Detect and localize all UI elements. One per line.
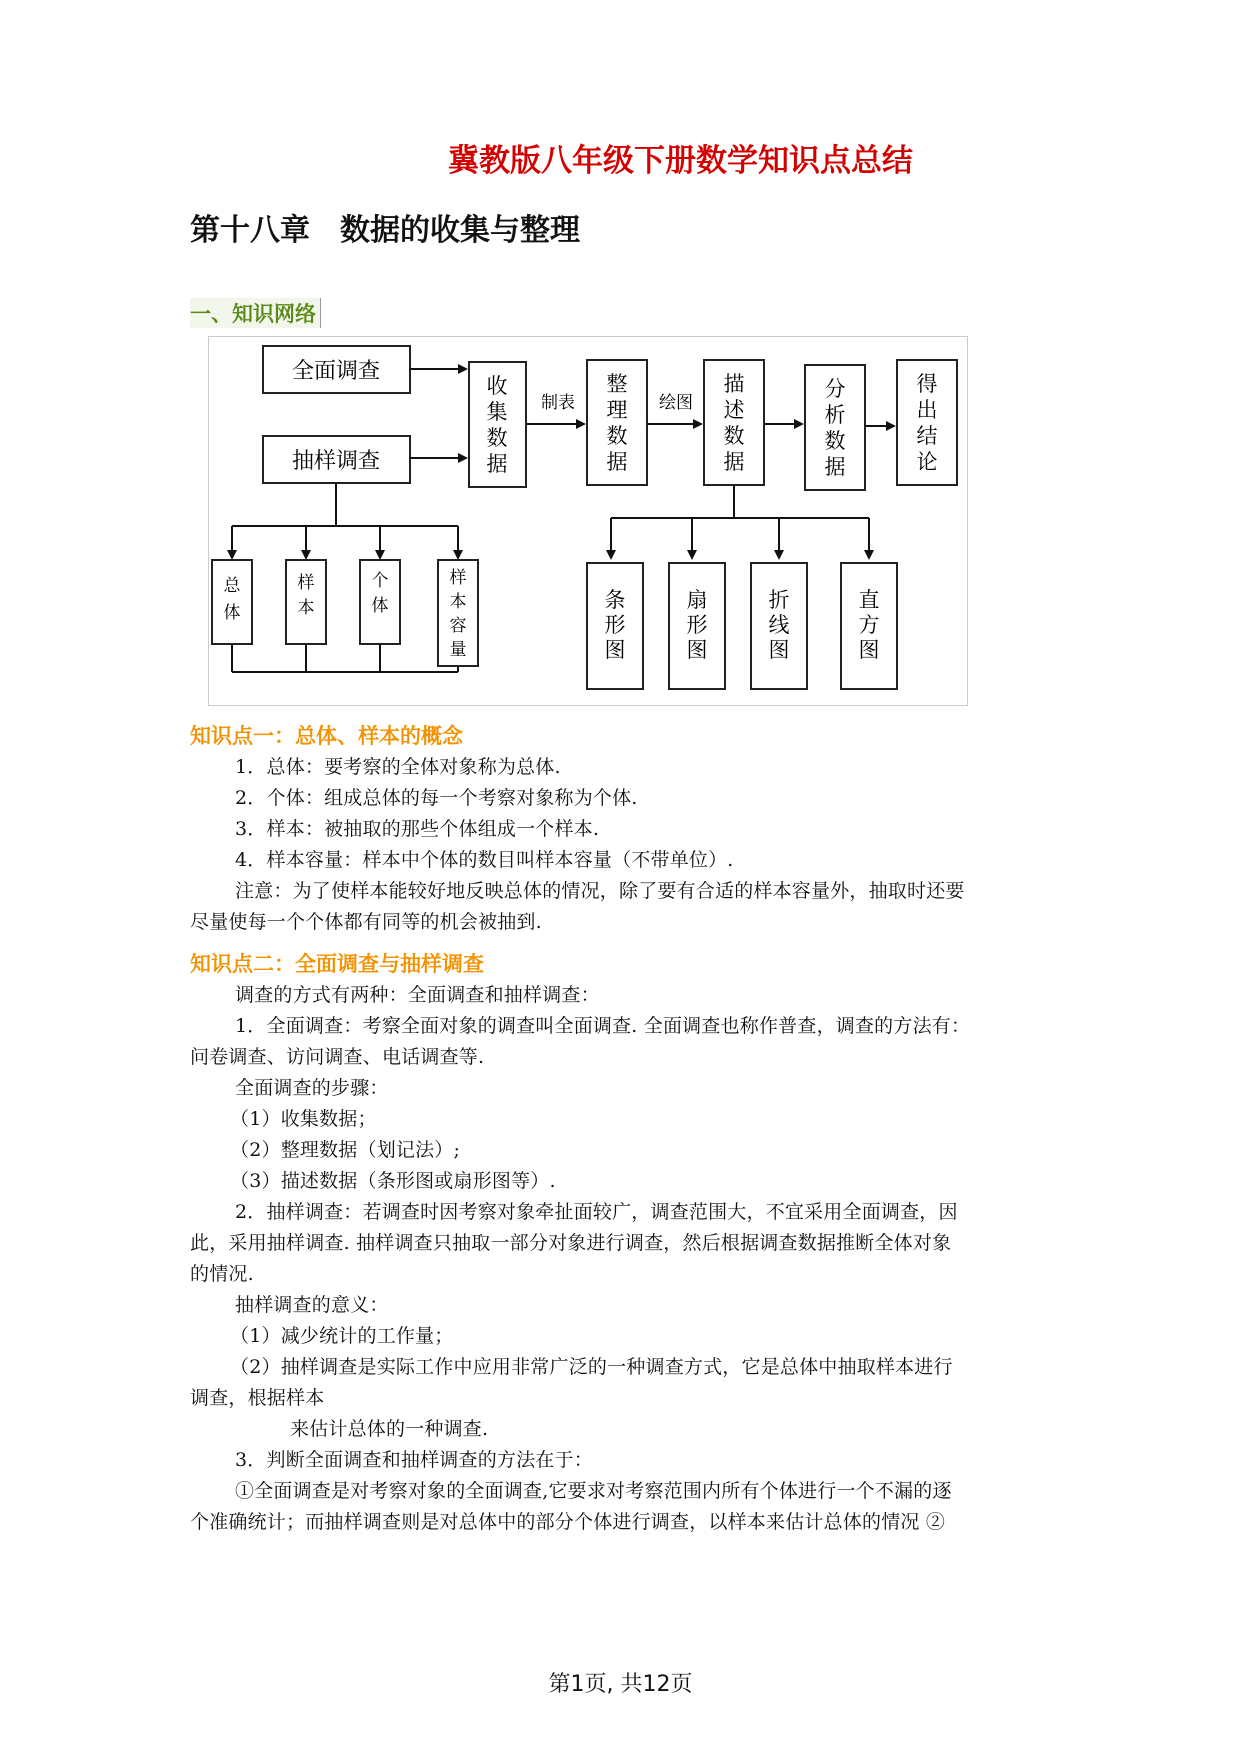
kp1-item: 3．样本：被抽取的那些个体组成一个样本. — [235, 818, 600, 840]
analyze-char: 分 — [824, 377, 846, 401]
analyze-char: 数 — [824, 429, 846, 453]
kp2-body — [190, 980, 1070, 1538]
conclude-char: 得 — [916, 372, 938, 396]
kp1-body — [190, 752, 1070, 938]
section-title: 一、知识网络 — [190, 298, 321, 328]
kp2-meaning-title: 抽样调查的意义： — [235, 1294, 389, 1316]
collect-char: 据 — [486, 452, 508, 476]
histogram-char: 直 — [858, 588, 880, 612]
kp2-meaning: （2）抽样调查是实际工作中应用非常广泛的一种调查方式，它是总体中抽取样本进行 — [230, 1356, 953, 1378]
chapter-number: 第十八章 — [190, 213, 310, 248]
collect-char: 集 — [486, 400, 508, 424]
kp2-meaning: （1）减少统计的工作量； — [230, 1325, 454, 1347]
individual-char: 体 — [371, 596, 389, 616]
analyze-char: 据 — [824, 455, 846, 479]
line-chart-char: 线 — [768, 613, 790, 637]
sample-size-char: 容 — [449, 616, 467, 636]
describe-char: 数 — [723, 424, 745, 448]
draw-label: 绘图 — [659, 393, 693, 413]
kp2-meaning: 调查，根据样本 — [190, 1387, 325, 1409]
conclude-char: 结 — [916, 424, 938, 448]
describe-char: 据 — [723, 450, 745, 474]
sample-size-char: 样 — [449, 568, 467, 588]
chapter-heading — [190, 205, 580, 249]
document-title: 冀教版八年级下册数学知识点总结 — [448, 143, 913, 179]
sample-char: 本 — [297, 598, 315, 618]
full-survey-label: 全面调查 — [291, 359, 381, 384]
pie-chart-char: 形 — [686, 613, 708, 637]
kp2-step: （1）收集数据； — [230, 1108, 377, 1130]
population-char: 体 — [223, 603, 241, 623]
kp1-note: 尽量使每一个个体都有同等的机会被抽到. — [190, 911, 542, 933]
kp2-meaning: 来估计总体的一种调查. — [290, 1418, 489, 1440]
kp2-paragraph: 的情况. — [190, 1263, 254, 1285]
collect-char: 收 — [486, 374, 508, 398]
sample-survey-label: 抽样调查 — [291, 449, 381, 474]
bar-chart-char: 形 — [604, 613, 626, 637]
conclude-char: 论 — [916, 450, 938, 474]
analyze-char: 析 — [824, 403, 846, 427]
chapter-name: 数据的收集与整理 — [340, 213, 580, 248]
bar-chart-char: 图 — [604, 638, 626, 662]
kp1-heading: 知识点一：总体、样本的概念 — [190, 724, 463, 748]
kp2-heading: 知识点二：全面调查与抽样调查 — [190, 952, 484, 976]
kp2-steps-title: 全面调查的步骤： — [235, 1077, 389, 1099]
describe-char: 描 — [723, 372, 745, 396]
organize-char: 理 — [606, 398, 628, 422]
population-char: 总 — [223, 576, 241, 596]
conclude-char: 出 — [916, 398, 938, 422]
line-chart-char: 图 — [768, 638, 790, 662]
knowledge-network-diagram — [208, 336, 968, 706]
organize-char: 整 — [606, 372, 628, 396]
kp1-note: 注意：为了使样本能较好地反映总体的情况，除了要有合适的样本容量外，抽取时还要 — [235, 880, 965, 902]
histogram-char: 图 — [858, 638, 880, 662]
kp2-intro: 调查的方式有两种：全面调查和抽样调查： — [235, 984, 600, 1006]
collect-char: 数 — [486, 426, 508, 450]
make-table-label: 制表 — [541, 393, 575, 413]
kp2-paragraph: 3．判断全面调查和抽样调查的方法在于： — [235, 1449, 593, 1471]
kp2-paragraph: 问卷调查、访问调查、电话调查等. — [190, 1046, 485, 1068]
pie-chart-char: 图 — [686, 638, 708, 662]
kp1-item: 1．总体：要考察的全体对象称为总体. — [235, 756, 561, 778]
kp2-paragraph: 1．全面调查：考察全面对象的调查叫全面调查. 全面调查也称作普查，调查的方法有： — [235, 1015, 971, 1037]
sample-char: 样 — [297, 573, 315, 593]
kp2-paragraph: ①全面调查是对考察对象的全面调查,它要求对考察范围内所有个体进行一个不漏的逐 — [235, 1480, 952, 1502]
individual-char: 个 — [371, 571, 389, 591]
line-chart-char: 折 — [768, 588, 790, 612]
describe-char: 述 — [723, 398, 745, 422]
kp2-step: （2）整理数据（划记法）; — [230, 1139, 461, 1161]
bar-chart-char: 条 — [604, 588, 626, 612]
population-box — [212, 560, 252, 644]
organize-char: 数 — [606, 424, 628, 448]
kp1-item: 4．样本容量：样本中个体的数目叫样本容量（不带单位）. — [235, 849, 734, 871]
kp2-paragraph: 此，采用抽样调查. 抽样调查只抽取一部分对象进行调查，然后根据调查数据推断全体对象 — [190, 1232, 952, 1254]
kp2-paragraph: 2．抽样调查：若调查时因考察对象牵扯面较广，调查范围大，不宜采用全面调查，因 — [235, 1201, 958, 1223]
sample-size-char: 本 — [449, 592, 467, 612]
kp2-paragraph: 个准确统计；而抽样调查则是对总体中的部分个体进行调查，以样本来估计总体的情况 ② — [190, 1511, 946, 1533]
sample-size-char: 量 — [449, 640, 467, 660]
page-number: 第1页, 共12页 — [548, 1672, 693, 1697]
organize-char: 据 — [606, 450, 628, 474]
pie-chart-char: 扇 — [686, 588, 708, 612]
kp1-item: 2．个体：组成总体的每一个考察对象称为个体. — [235, 787, 638, 809]
kp2-step: （3）描述数据（条形图或扇形图等）. — [230, 1170, 556, 1192]
histogram-char: 方 — [858, 613, 880, 637]
